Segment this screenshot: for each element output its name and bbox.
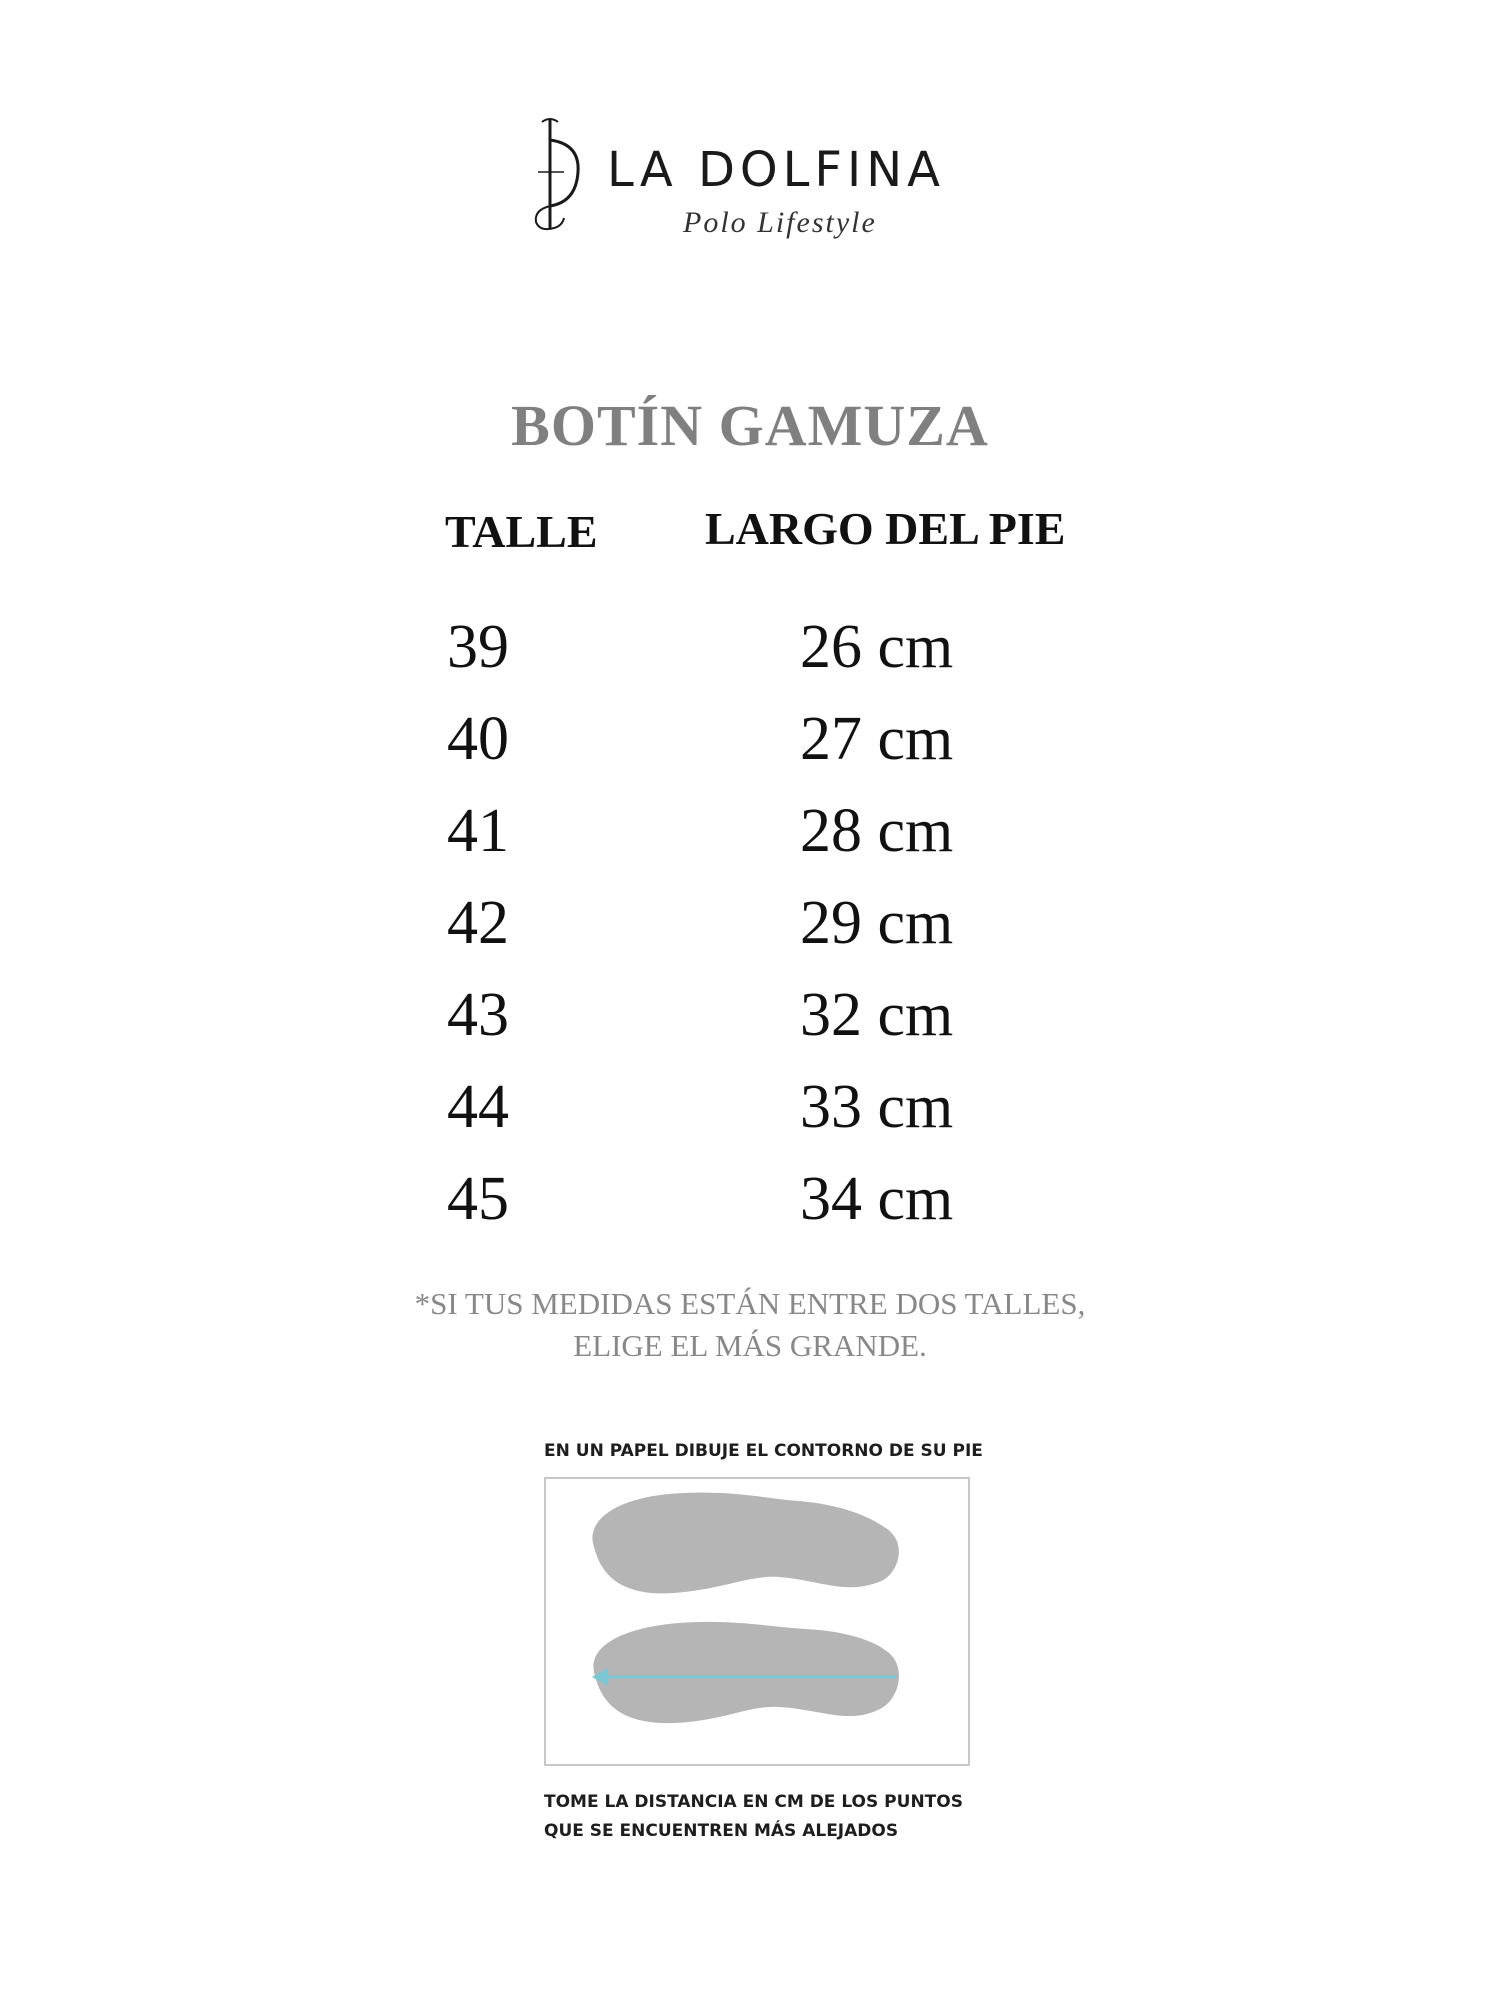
length-cell: 27 cm [800, 705, 954, 773]
table-row [0, 796, 1500, 888]
column-header-size: TALLE [445, 506, 598, 557]
instruction-heading: EN UN PAPEL DIBUJE EL CONTORNO DE SU PIE [544, 1441, 983, 1461]
length-cell: 28 cm [800, 797, 954, 865]
brand-logo [528, 110, 1008, 250]
size-cell: 44 [447, 1073, 509, 1141]
size-cell: 41 [447, 797, 509, 865]
length-cell: 26 cm [800, 613, 954, 681]
brand-name: LA DOLFINA [607, 142, 945, 198]
table-row [0, 704, 1500, 796]
brand-tagline: Polo Lifestyle [683, 206, 877, 239]
length-cell: 32 cm [800, 981, 954, 1049]
length-cell: 33 cm [800, 1073, 954, 1141]
footprint-diagram [544, 1477, 970, 1766]
size-cell: 39 [447, 613, 509, 681]
footprint-icon [593, 1622, 899, 1723]
size-cell: 43 [447, 981, 509, 1049]
table-row [0, 612, 1500, 704]
table-row [0, 1164, 1500, 1256]
size-cell: 45 [447, 1165, 509, 1233]
length-cell: 34 cm [800, 1165, 954, 1233]
table-row [0, 888, 1500, 980]
sizing-note [0, 1283, 1500, 1367]
page-title: BOTÍN GAMUZA [511, 393, 989, 458]
instruction-footer-line-2: QUE SE ENCUENTREN MÁS ALEJADOS [544, 1821, 899, 1841]
brand-monogram-icon [528, 110, 588, 238]
sizing-note-line-1: *SI TUS MEDIDAS ESTÁN ENTRE DOS TALLES, [414, 1286, 1086, 1321]
instruction-footer [544, 1788, 963, 1846]
table-row [0, 980, 1500, 1072]
table-row [0, 1072, 1500, 1164]
size-cell: 40 [447, 705, 509, 773]
size-cell: 42 [447, 889, 509, 957]
length-cell: 29 cm [800, 889, 954, 957]
sizing-note-line-2: ELIGE EL MÁS GRANDE. [573, 1328, 927, 1363]
column-header-length: LARGO DEL PIE [705, 503, 1066, 554]
instruction-footer-line-1: TOME LA DISTANCIA EN CM DE LOS PUNTOS [544, 1792, 963, 1812]
